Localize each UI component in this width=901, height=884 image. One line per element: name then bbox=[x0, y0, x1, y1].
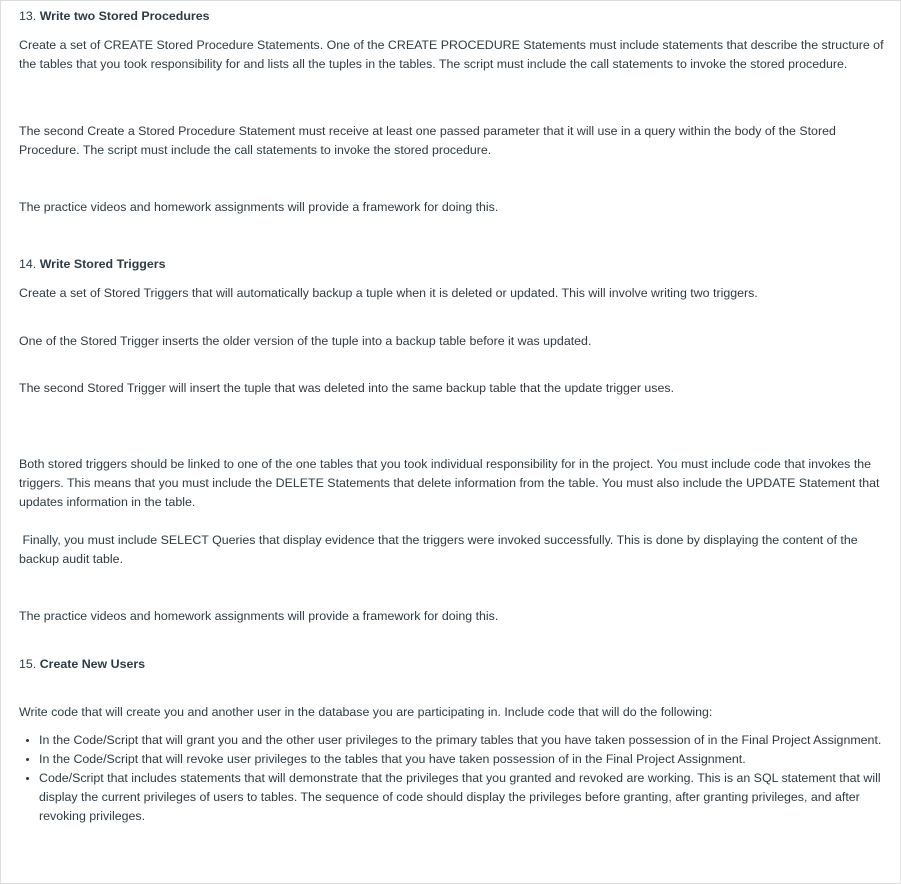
section-13-paragraph-1: Create a set of CREATE Stored Procedure Statements. One of the CREATE PROCEDURE Statements must include statements that describe the structure of the tables that you took responsibility for and lists all the tuples in the tables. The script must include the call statements to invoke the stored procedure. bbox=[19, 38, 884, 71]
list-item: • In the Code/Script that will grant you and the other user privileges to the primary tables that you have taken possession of in the Final Project Assignment. bbox=[39, 731, 889, 750]
section-14-paragraph-1: Create a set of Stored Triggers that will automatically backup a tuple when it is deleted or updated. This will involve writing two triggers. bbox=[19, 286, 758, 300]
section-15-number: 15. bbox=[19, 657, 37, 671]
section-13-number: 13. bbox=[19, 9, 37, 23]
section-14-paragraph-3: The second Stored Trigger will insert the tuple that was deleted into the same backup table that the update trigger uses. bbox=[19, 381, 675, 395]
section-14-title: Write Stored Triggers bbox=[39, 257, 166, 271]
list-item: • Code/Script that includes statements that will demonstrate that the privileges that you granted and revoked are working. This is an SQL statement that will display the current privileges of users to tables. The sequence of code should display the privileges before granting, after granting privileges, and after revoking privileges. bbox=[39, 769, 889, 826]
section-13-heading bbox=[19, 7, 885, 26]
section-13-paragraph-3: The practice videos and homework assignments will provide a framework for doing this. bbox=[19, 200, 499, 214]
section-14-paragraph-6: The practice videos and homework assignments will provide a framework for doing this. bbox=[19, 609, 499, 623]
section-14-paragraph-5: Finally, you must include SELECT Queries that display evidence that the triggers were invoked successfully. This is done by displaying the content of the backup audit table. bbox=[19, 533, 862, 566]
section-14-paragraph-4: Both stored triggers should be linked to one of the one tables that you took individual responsibility for in the project. You must include code that invokes the triggers. This means that you must include the DELETE Statements that delete information from the table. You must also include the UPDATE Statement that updates information in the table. bbox=[19, 457, 880, 509]
section-15-heading bbox=[19, 655, 885, 674]
section-14-heading bbox=[19, 255, 885, 274]
section-15-title: Create New Users bbox=[39, 657, 146, 671]
section-13-paragraph-2: The second Create a Stored Procedure Statement must receive at least one passed parameter that it will use in a query within the body of the Stored Procedure. The script must include the call statements to invoke the stored procedure. bbox=[19, 124, 836, 157]
section-15-bullet-list bbox=[19, 731, 889, 826]
section-14-number: 14. bbox=[19, 257, 37, 271]
section-13-title: Write two Stored Procedures bbox=[39, 9, 210, 23]
list-item: • In the Code/Script that will revoke user privileges to the tables that you have taken possession of in the Final Project Assignment. bbox=[39, 750, 889, 769]
section-14-paragraph-2: One of the Stored Trigger inserts the older version of the tuple into a backup table before it was updated. bbox=[19, 334, 592, 348]
section-15-paragraph-1: Write code that will create you and another user in the database you are participating in. Include code that will do the following: bbox=[19, 705, 713, 719]
